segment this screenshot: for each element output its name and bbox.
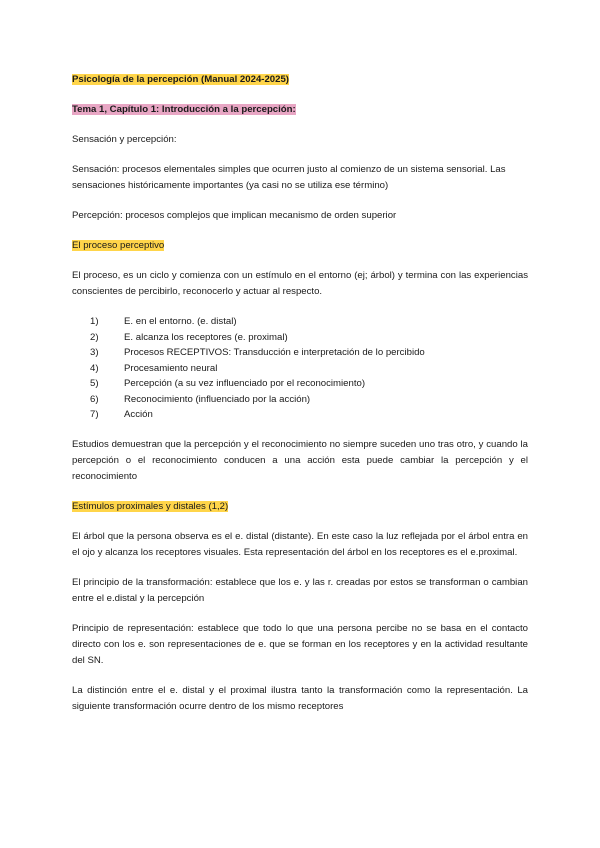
list-item-text: Percepción (a su vez influenciado por el reconocimiento) — [124, 378, 366, 389]
paragraph-distincion: La distinción entre el e. distal y el proximal ilustra tanto la transformación como la representación. La siguiente transformación ocurre dentro de los mismo receptores — [72, 684, 528, 712]
list-item — [72, 345, 528, 361]
list-item — [72, 314, 528, 330]
section-heading-line — [72, 499, 528, 515]
document-title-line — [72, 72, 528, 88]
list-item-number: 1) — [90, 316, 99, 327]
list-item-text: E. alcanza los receptores (e. proximal) — [124, 331, 288, 343]
list-item-number: 4) — [90, 362, 99, 374]
paragraph-transformacion: El principio de la transformación: establece que los e. y las r. creadas por estos se transforman o cambian entre el e.distal y la percepción — [72, 576, 528, 604]
list-item — [72, 330, 528, 346]
paragraph-percepcion: Percepción: procesos complejos que implican mecanismo de orden superior — [72, 210, 397, 221]
chapter-heading-line — [72, 102, 528, 118]
paragraph-proceso-intro: El proceso, es un ciclo y comienza con un estímulo en el entorno (ej; árbol) y termina con las experiencias conscientes de percibirlo, reconocerlo y actuar al respecto. — [72, 270, 528, 297]
list-item — [72, 392, 528, 408]
list-item-number: 2) — [90, 331, 99, 343]
list-item-text: Acción — [124, 409, 153, 420]
paragraph-representacion: Principio de representación: establece que todo lo que una persona percibe no se basa en el contacto directo con los e. son representaciones de e. que se forman en los receptores y en la actividad resultante del SN. — [72, 622, 528, 666]
section-heading-proceso: El proceso perceptivo — [72, 240, 165, 251]
document-title: Psicología de la percepción (Manual 2024-2025) — [72, 74, 290, 85]
subtitle: Sensación y percepción: — [72, 134, 177, 145]
list-item-number: 3) — [90, 347, 99, 358]
list-item — [72, 376, 528, 392]
paragraph-sensacion: Sensación: procesos elementales simples que ocurren justo al comienzo de un sistema sensorial. Las sensaciones históricamente importantes (ya casi no se utiliza ese término) — [72, 164, 506, 191]
list-item — [72, 407, 528, 423]
list-item-text: Procesamiento neural — [124, 362, 218, 374]
list-item-text: Procesos RECEPTIVOS: Transducción e interpretación de lo percibido — [124, 347, 425, 358]
list-item-number: 7) — [90, 409, 99, 420]
chapter-heading: Tema 1, Capítulo 1: Introducción a la percepción: — [72, 104, 296, 115]
paragraph-arbol: El árbol que la persona observa es el e. distal (distante). En este caso la luz reflejada por el árbol entra en el ojo y alcanza los receptores visuales. Esta representación del árbol en los receptores es el e.proximal. — [72, 530, 528, 558]
steps-list — [72, 314, 528, 423]
list-item-number: 5) — [90, 378, 99, 389]
section-heading-estimulos: Estímulos proximales y distales (1,2) — [72, 500, 229, 512]
list-item-number: 6) — [90, 393, 99, 405]
section-heading-line — [72, 238, 528, 254]
list-item-text: Reconocimiento (influenciado por la acción) — [124, 393, 311, 405]
list-item-text: E. en el entorno. (e. distal) — [124, 316, 237, 327]
list-item — [72, 361, 528, 377]
paragraph-estudios: Estudios demuestran que la percepción y el reconocimiento no siempre suceden uno tras otro, y cuando la percepción o el reconocimiento conducen a una acción esta puede cambiar la percepción y el reconocimiento — [72, 438, 528, 482]
